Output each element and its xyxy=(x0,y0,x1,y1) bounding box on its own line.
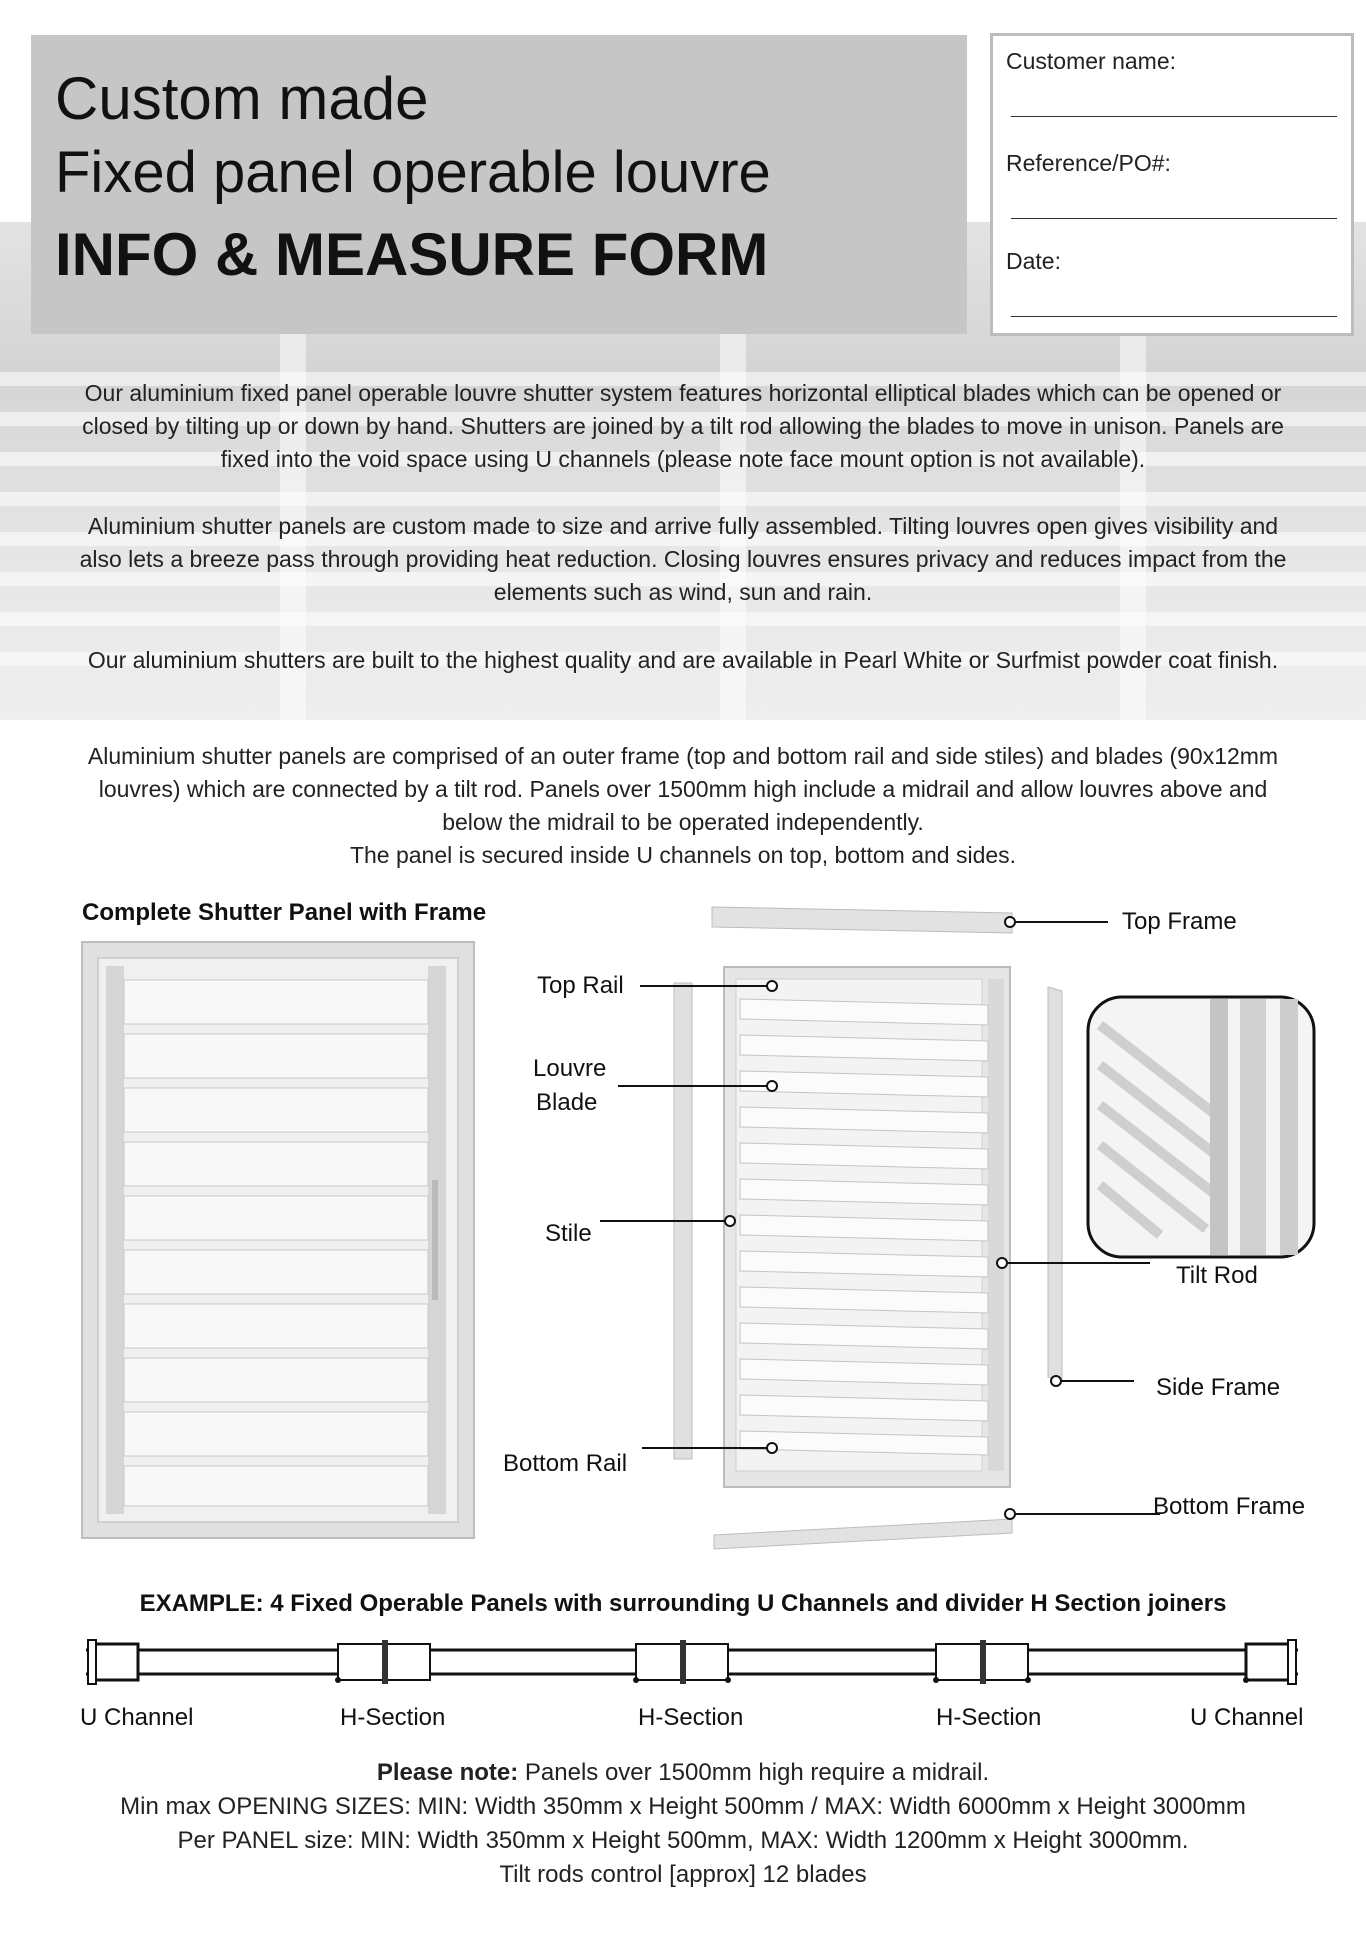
panel-size-note: Per PANEL size: MIN: Width 350mm x Height 500mm, MAX: Width 1200mm x Height 3000mm. xyxy=(177,1827,1189,1854)
opening-sizes-note: Min max OPENING SIZES: MIN: Width 350mm x Height 500mm / MAX: Width 6000mm x Height 3000mm xyxy=(120,1793,1246,1820)
reference-field[interactable] xyxy=(1011,218,1337,219)
label-side-frame: Side Frame xyxy=(1156,1374,1281,1401)
label-bottom-frame: Bottom Frame xyxy=(1153,1493,1306,1520)
example-label-u-channel-left: U Channel xyxy=(80,1704,194,1731)
please-note-label: Please note: xyxy=(376,1759,519,1786)
u-channel-h-section-diagram xyxy=(86,1636,1300,1688)
complete-shutter-title: Complete Shutter Panel with Frame xyxy=(82,899,487,926)
please-note-text: Panels over 1500mm high require a midrail. xyxy=(518,1759,990,1786)
label-louvre: Louvre xyxy=(533,1055,607,1082)
example-label-h-section-2: H-Section xyxy=(638,1704,744,1731)
customer-name-field[interactable] xyxy=(1011,116,1337,117)
customer-info-box xyxy=(990,33,1354,336)
label-bottom-rail: Bottom Rail xyxy=(503,1450,628,1477)
example-label-h-section-1: H-Section xyxy=(340,1704,446,1731)
title-custom-made: Custom made xyxy=(55,65,429,132)
title-product: Fixed panel operable louvre xyxy=(55,140,771,205)
label-tilt-rod: Tilt Rod xyxy=(1176,1262,1258,1289)
intro-paragraph-2: Aluminium shutter panels are custom made to size and arrive fully assembled. Tilting louvres open gives visibility and also lets a breeze pass through providing heat reduction. Closing louvres ensures privacy and reduces impact from the elements such as wind, sun and rain. xyxy=(79,513,1287,605)
example-title: EXAMPLE: 4 Fixed Operable Panels with surrounding U Channels and divider H Section joiners xyxy=(139,1590,1227,1617)
example-label-h-section-3: H-Section xyxy=(936,1704,1042,1731)
example-label-u-channel-right: U Channel xyxy=(1190,1704,1304,1731)
intro-paragraph-3: Our aluminium shutters are built to the highest quality and are available in Pearl White or Surfmist powder coat finish. xyxy=(87,647,1279,673)
intro-paragraph-1: Our aluminium fixed panel operable louvre shutter system features horizontal elliptical blades which can be opened or closed by tilting up or down by hand. Shutters are joined by a tilt rod allowing the blades to move in unison. Panels are fixed into the void space using U channels (please note face mount option is not available). xyxy=(82,380,1284,472)
customer-name-label: Customer name: xyxy=(1006,48,1177,74)
reference-label: Reference/PO#: xyxy=(1006,150,1171,176)
title-block xyxy=(31,35,967,334)
u-channel-paragraph: The panel is secured inside U channels on top, bottom and sides. xyxy=(349,842,1017,868)
please-note-line xyxy=(50,1756,1316,1790)
label-blade: Blade xyxy=(536,1089,598,1116)
label-stile: Stile xyxy=(545,1220,592,1247)
components-paragraph: Aluminium shutter panels are comprised of an outer frame (top and bottom rail and side stiles) and blades (90x12mm louvres) which are connected by a tilt rod. Panels over 1500mm high include a midrail and allow louvres above and below the midrail to be operated independently. xyxy=(87,743,1279,835)
date-label: Date: xyxy=(1006,248,1061,274)
tilt-rods-note: Tilt rods control [approx] 12 blades xyxy=(499,1861,867,1888)
title-form: INFO & MEASURE FORM xyxy=(55,221,769,288)
label-top-frame: Top Frame xyxy=(1122,908,1237,935)
complete-shutter-diagram xyxy=(80,940,482,1550)
date-field[interactable] xyxy=(1011,316,1337,317)
label-top-rail: Top Rail xyxy=(537,972,624,999)
